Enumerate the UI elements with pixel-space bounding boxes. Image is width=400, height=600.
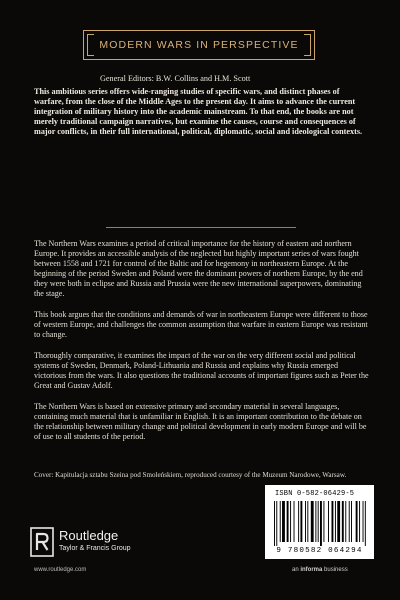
barcode-bar (300, 501, 302, 542)
barcode-bar (315, 501, 316, 542)
barcode-bar (320, 501, 322, 546)
series-description: This ambitious series offers wide-ranging studies of specific wars, and distinct phases of warfare, from the close of the Middle Ages to the present day. It aims to advance the current integration of military history into the academic mainstream. To that end, the books are not merely traditional campaign narratives, but examine the causes, course and consequences of major conflicts, in their full international, political, diplomatic, social and ideological contexts. (34, 87, 363, 136)
barcode-bar (294, 501, 295, 542)
informa-business (292, 567, 348, 573)
cover-credit: Cover: Kapitulacja sztabu Szeina pod Smoleńskiem, reproduced courtesy of the Muzeum Narodowe, Warsaw. (34, 471, 347, 479)
barcode-bar (356, 501, 358, 542)
barcode-bar (351, 501, 352, 542)
ean-number: 9 780582 064294 (276, 547, 363, 555)
barcode-bar (305, 501, 306, 542)
barcode-bar (276, 501, 277, 546)
barcode (265, 485, 374, 559)
barcode-bar (287, 501, 289, 542)
blurb-paragraph: Thoroughly comparative, it examines the impact of the war on the very different social and political systems of Sweden, Denmark, Poland-Lithuania and Russia and explains why Russia emerged victorious from the wars. It also questions the traditional accounts of important figures such as Peter the Great and Gustav Adolf. (34, 350, 369, 391)
publisher-division: Taylor & Francis Group (59, 545, 131, 552)
routledge-logo-icon (30, 527, 54, 557)
barcode-bar (345, 501, 346, 542)
blurb-paragraph: The Northern Wars examines a period of critical importance for the history of eastern and northern Europe. It provides an accessible analysis of the neglected but highly important series of wars fought between 1558 and 1721 for control of the Baltic and for hegemony in northeastern Europe. At the beginning of the period Sweden and Poland were the dominant powers of northern Europe, by the end they were both in eclipse and Russia and Prussia were the new international superpowers, dominating the stage. (34, 239, 363, 299)
blurb-paragraph: This book argues that the conditions and demands of war in northeastern Europe were different to those of western Europe, and challenges the common assumption that warfare in eastern Europe was resistant to change. (34, 310, 368, 340)
general-editors: General Editors: B.W. Collins and H.M. Scott (100, 74, 251, 83)
business-suffix: business (322, 567, 348, 573)
barcode-bar (335, 501, 336, 542)
series-banner (83, 30, 315, 60)
business-prefix: an (292, 567, 301, 573)
barcode-bar (280, 501, 281, 542)
barcode-bar (359, 501, 360, 542)
blurb-paragraph: The Northern Wars is based on extensive primary and secondary material in several languages, containing much material that is unfamiliar in English. It is an important contribution to the debate on the relationship between military change and political development in early modern Europe and will be of use to all students of the period. (34, 401, 367, 441)
barcode-bars (274, 501, 366, 546)
barcode-bar (311, 501, 314, 542)
isbn-label: ISBN 0-582-06429-5 (275, 490, 355, 498)
barcode-bar (298, 501, 299, 542)
publisher-name: Routledge (59, 528, 119, 543)
barcode-bar (282, 501, 285, 542)
barcode-bar (290, 501, 291, 542)
barcode-bar (349, 501, 350, 542)
barcode-bar (328, 501, 329, 542)
barcode-bar (307, 501, 308, 542)
barcode-bar (365, 501, 366, 546)
series-title: MODERN WARS IN PERSPECTIVE (99, 39, 299, 51)
publisher-website: www.routledge.com (34, 567, 87, 573)
divider (106, 227, 296, 228)
barcode-bar (318, 501, 319, 542)
barcode-bar (342, 501, 344, 542)
informa-brand: informa (300, 567, 323, 573)
barcode-bar (363, 501, 364, 542)
barcode-bar (274, 501, 275, 546)
barcode-bar (323, 501, 324, 542)
blurb (34, 239, 370, 453)
barcode-bar (332, 501, 334, 542)
barcode-bar (337, 501, 340, 542)
